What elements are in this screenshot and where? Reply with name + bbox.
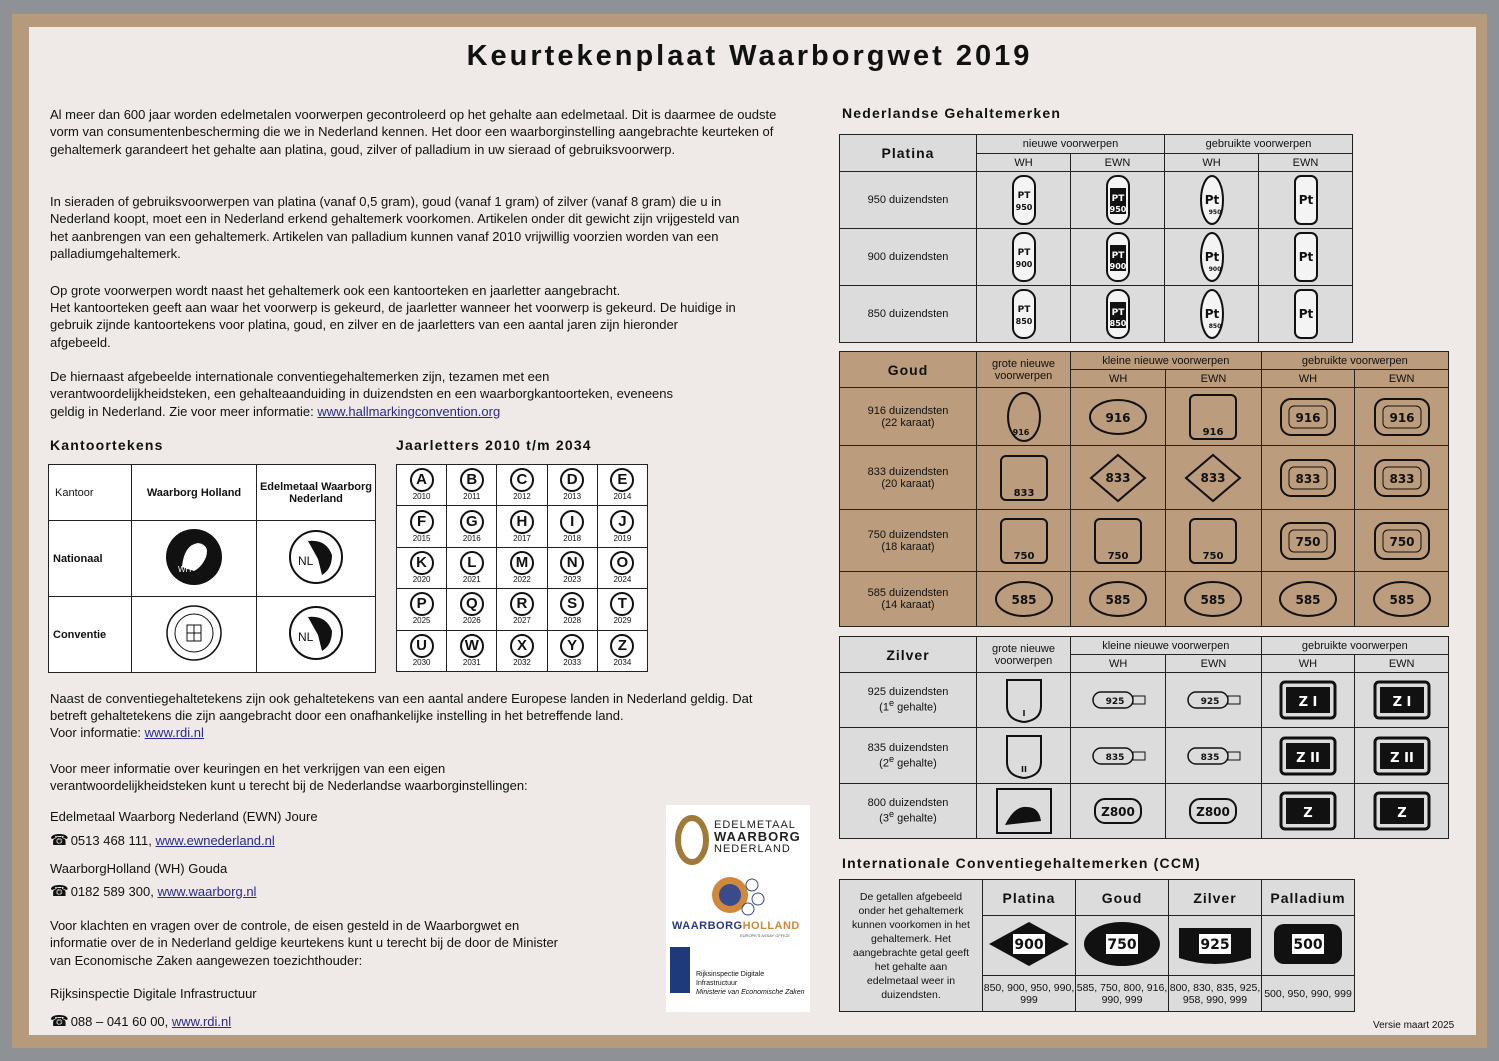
platina-ewn-mark bbox=[1071, 286, 1165, 343]
ccm-zilver-values: 800, 830, 835, 925, 958, 990, 999 bbox=[1169, 976, 1262, 1012]
svg-text:PT: PT bbox=[1111, 308, 1124, 318]
version-label: Versie maart 2025 bbox=[1373, 1020, 1455, 1031]
ewn-logo-text: EDELMETAAL WAARBORG NEDERLAND bbox=[714, 819, 801, 855]
goud-mark bbox=[1071, 388, 1166, 446]
svg-text:900: 900 bbox=[1015, 260, 1032, 269]
jaarletters-table bbox=[396, 464, 648, 672]
zilver-used-ewn-mark bbox=[1355, 673, 1449, 728]
year-number: 2028 bbox=[563, 616, 582, 626]
wh-logo-tagline: EUROPE'S ASSAY OFFICE bbox=[740, 933, 790, 938]
year-number: 2033 bbox=[563, 657, 582, 667]
year-number: 2016 bbox=[462, 533, 481, 543]
wh-national-mark bbox=[132, 521, 257, 597]
year-letter-cell bbox=[397, 630, 447, 671]
year-letter-cell bbox=[447, 630, 497, 671]
year-letter-cell bbox=[397, 506, 447, 547]
year-number: 2020 bbox=[412, 574, 431, 584]
svg-text:950: 950 bbox=[1015, 203, 1032, 212]
year-letter-cell bbox=[447, 547, 497, 588]
svg-text:WH: WH bbox=[178, 565, 192, 574]
year-letter-cell bbox=[597, 465, 647, 506]
svg-text:Z: Z bbox=[1396, 806, 1407, 821]
svg-text:916: 916 bbox=[1105, 410, 1131, 425]
year-letter: F bbox=[410, 510, 434, 534]
rdi-contact-name: Rijksinspectie Digitale Infrastructuur bbox=[50, 986, 257, 1001]
svg-text:916: 916 bbox=[1012, 427, 1029, 437]
svg-text:Pt: Pt bbox=[1204, 193, 1219, 207]
goud-used-wh-col: WH bbox=[1261, 370, 1355, 388]
svg-text:833: 833 bbox=[1013, 487, 1034, 499]
jaarletters-heading: Jaarletters 2010 t/m 2034 bbox=[396, 437, 592, 453]
ccm-table bbox=[839, 879, 1355, 1012]
zilver-used-ewn-mark bbox=[1355, 728, 1449, 784]
zilver-big-header: grote nieuwe voorwerpen bbox=[977, 637, 1071, 673]
year-letter: N bbox=[560, 551, 584, 575]
svg-text:916: 916 bbox=[1203, 426, 1224, 438]
year-letter: B bbox=[460, 468, 484, 492]
zilver-ewn-col: EWN bbox=[1166, 655, 1261, 673]
zilver-wh-mark bbox=[1071, 784, 1166, 839]
svg-text:925: 925 bbox=[1105, 697, 1125, 707]
svg-text:Z I: Z I bbox=[1392, 695, 1412, 710]
platina-new-header: nieuwe voorwerpen bbox=[977, 135, 1165, 154]
year-number: 2031 bbox=[462, 657, 481, 667]
platina-ewn-col: EWN bbox=[1071, 154, 1165, 172]
wh-link[interactable]: www.waarborg.nl bbox=[157, 884, 257, 899]
zilver-row-label: 800 duizendsten (3e gehalte) bbox=[840, 784, 977, 839]
goud-mark bbox=[1355, 446, 1449, 510]
goud-small-header: kleine nieuwe voorwerpen bbox=[1071, 352, 1262, 370]
svg-text:Pt: Pt bbox=[1204, 250, 1219, 264]
row-conventie: Conventie bbox=[49, 597, 132, 673]
year-letter-cell bbox=[547, 630, 597, 671]
svg-text:585: 585 bbox=[1295, 593, 1321, 607]
svg-text:PT: PT bbox=[1017, 191, 1030, 201]
goud-mark bbox=[1355, 388, 1449, 446]
goud-big-header: grote nieuwe voorwerpen bbox=[977, 352, 1071, 388]
svg-text:PT: PT bbox=[1111, 251, 1124, 261]
phone-icon: ☎ bbox=[50, 1013, 69, 1030]
svg-text:850: 850 bbox=[1208, 323, 1221, 330]
svg-text:Z800: Z800 bbox=[1101, 805, 1136, 819]
year-letter-cell bbox=[497, 589, 547, 630]
year-letter-cell bbox=[597, 589, 647, 630]
goud-row-label: 916 duizendsten (22 karaat) bbox=[840, 388, 977, 446]
svg-text:750: 750 bbox=[1389, 534, 1415, 549]
goud-row-label: 585 duizendsten (14 karaat) bbox=[840, 572, 977, 627]
zilver-big-mark bbox=[977, 728, 1071, 784]
platina-wh-mark bbox=[977, 286, 1071, 343]
goud-mark bbox=[1261, 572, 1355, 627]
year-number: 2015 bbox=[412, 533, 431, 543]
ccm-platina-values: 850, 900, 950, 990, 999 bbox=[983, 976, 1076, 1012]
year-letter-cell bbox=[447, 506, 497, 547]
svg-text:900: 900 bbox=[1109, 262, 1126, 271]
zilver-big-mark bbox=[977, 784, 1071, 839]
year-letter-cell bbox=[447, 589, 497, 630]
ccm-heading: Internationale Conventiegehaltemerken (CCM) bbox=[842, 855, 1201, 871]
year-number: 2019 bbox=[613, 533, 632, 543]
svg-text:Z800: Z800 bbox=[1196, 805, 1231, 819]
goud-mark bbox=[977, 572, 1071, 627]
europe-paragraph: Naast de conventiegehaltetekens zijn ook gehaltetekens van een aantal andere Europese landen in Nederland geldig. Dat betreft gehaltetekens die zijn aangebracht door een onafhankelijke instelling in het betreffende land. bbox=[50, 691, 753, 724]
rdi-info-label: Voor informatie: bbox=[50, 725, 142, 740]
convention-text: De hiernaast afgebeelde internationale conventiegehaltemerken zijn, tezamen met een verantwoordelijkheidsteken, een gehalteaanduiding in duizendsten en een waarborgkantoorteken, eveneens geldig in Nederland. Zie voor meer informatie: bbox=[50, 369, 674, 419]
svg-text:II: II bbox=[1020, 764, 1027, 774]
year-number: 2017 bbox=[513, 533, 531, 543]
wh-phone-number: 0182 589 300, bbox=[70, 884, 154, 899]
goud-mark bbox=[1166, 388, 1261, 446]
platina-used-ewn-mark bbox=[1259, 172, 1353, 229]
phone-icon: ☎ bbox=[50, 883, 69, 900]
svg-text:925: 925 bbox=[1200, 937, 1230, 953]
year-letter: M bbox=[510, 551, 534, 575]
convention-paragraph bbox=[50, 368, 690, 420]
svg-text:585: 585 bbox=[1389, 593, 1415, 607]
goud-wh-col: WH bbox=[1071, 370, 1166, 388]
hallmarking-link[interactable]: www.hallmarkingconvention.org bbox=[317, 403, 501, 419]
gehaltemerken-heading: Nederlandse Gehaltemerken bbox=[842, 105, 1062, 121]
ccm-mark bbox=[1076, 916, 1169, 976]
svg-text:Pt: Pt bbox=[1298, 193, 1313, 207]
zilver-label: Zilver bbox=[840, 637, 977, 673]
year-letter-cell bbox=[597, 630, 647, 671]
goud-mark bbox=[1166, 446, 1261, 510]
goud-mark bbox=[1261, 510, 1355, 572]
svg-text:NL: NL bbox=[298, 554, 314, 568]
complaints-paragraph: Voor klachten en vragen over de controle, de eisen gesteld in de Waarborgwet en informatie over de in Nederland geldige keurtekens kunt u terecht bij de door de Minister van Economische Zaken aangewezen toezichthouder: bbox=[50, 918, 559, 968]
wh-contact-phone bbox=[50, 882, 256, 900]
rdi-phone-number: 088 – 041 60 00, bbox=[70, 1014, 169, 1029]
year-number: 2013 bbox=[563, 492, 582, 502]
goud-mark bbox=[977, 446, 1071, 510]
svg-text:Z II: Z II bbox=[1389, 750, 1414, 766]
goud-mark bbox=[977, 510, 1071, 572]
platina-used-wh-mark bbox=[1165, 172, 1259, 229]
year-number: 2022 bbox=[513, 574, 531, 584]
zilver-used-header: gebruikte voorwerpen bbox=[1261, 637, 1448, 655]
year-letter: O bbox=[610, 551, 634, 575]
year-letter: C bbox=[510, 468, 534, 492]
logos-panel bbox=[666, 805, 810, 1012]
zilver-wh-mark bbox=[1071, 673, 1166, 728]
svg-text:900: 900 bbox=[1014, 937, 1044, 953]
svg-text:750: 750 bbox=[1203, 550, 1224, 562]
svg-text:900: 900 bbox=[1208, 266, 1221, 273]
ccm-mark bbox=[983, 916, 1076, 976]
goud-label: Goud bbox=[840, 352, 977, 388]
goud-ewn-col: EWN bbox=[1166, 370, 1261, 388]
year-letter-cell bbox=[547, 589, 597, 630]
rdi-link[interactable]: www.rdi.nl bbox=[144, 725, 204, 740]
year-number: 2014 bbox=[613, 492, 632, 502]
year-letter: K bbox=[410, 551, 434, 575]
kantoortekens-heading: Kantoortekens bbox=[50, 437, 164, 453]
svg-text:Z I: Z I bbox=[1298, 695, 1318, 710]
col-ewn: Edelmetaal Waarborg Nederland bbox=[257, 465, 376, 521]
year-letter: I bbox=[560, 510, 584, 534]
year-number: 2034 bbox=[613, 657, 632, 667]
phone-icon: ☎ bbox=[50, 832, 69, 849]
wh-logo-text: WAARBORGHOLLAND bbox=[672, 920, 800, 932]
zilver-used-ewn-mark bbox=[1355, 784, 1449, 839]
platina-wh-col: WH bbox=[977, 154, 1071, 172]
zilver-row-label: 835 duizendsten (2e gehalte) bbox=[840, 728, 977, 784]
year-letter: Y bbox=[560, 634, 584, 658]
zilver-big-mark bbox=[977, 673, 1071, 728]
platina-label: Platina bbox=[840, 135, 977, 172]
goud-mark bbox=[1355, 572, 1449, 627]
goud-mark bbox=[1071, 446, 1166, 510]
year-letter-cell bbox=[447, 465, 497, 506]
row-nationaal: Nationaal bbox=[49, 521, 132, 597]
year-letter-cell bbox=[547, 547, 597, 588]
svg-text:500: 500 bbox=[1293, 937, 1323, 953]
ewn-convention-mark bbox=[257, 597, 376, 673]
svg-text:I: I bbox=[1022, 709, 1025, 718]
platina-row-label: 900 duizendsten bbox=[840, 229, 977, 286]
year-letter-cell bbox=[597, 506, 647, 547]
svg-text:NL: NL bbox=[298, 630, 314, 644]
zilver-small-header: kleine nieuwe voorwerpen bbox=[1071, 637, 1262, 655]
year-number: 2024 bbox=[613, 574, 632, 584]
svg-text:Pt: Pt bbox=[1204, 307, 1219, 321]
year-letter: Z bbox=[610, 634, 634, 658]
goud-mark bbox=[1071, 572, 1166, 627]
platina-wh-mark bbox=[977, 172, 1071, 229]
year-number: 2023 bbox=[563, 574, 582, 584]
svg-text:833: 833 bbox=[1389, 471, 1415, 486]
svg-text:750: 750 bbox=[1107, 937, 1137, 953]
platina-ewn-mark bbox=[1071, 229, 1165, 286]
platina-used-ewn-col: EWN bbox=[1259, 154, 1353, 172]
platina-used-wh-mark bbox=[1165, 286, 1259, 343]
svg-text:585: 585 bbox=[1010, 593, 1037, 607]
year-letter: H bbox=[510, 510, 534, 534]
wh-logo-emblem bbox=[710, 875, 766, 924]
svg-text:916: 916 bbox=[1295, 410, 1321, 425]
year-letter-cell bbox=[497, 465, 547, 506]
svg-text:Z: Z bbox=[1303, 806, 1313, 821]
wh-convention-mark bbox=[132, 597, 257, 673]
goud-mark bbox=[1261, 446, 1355, 510]
year-number: 2032 bbox=[513, 657, 531, 667]
year-number: 2018 bbox=[563, 533, 582, 543]
svg-text:833: 833 bbox=[1200, 470, 1226, 485]
page-title: Keurtekenplaat Waarborgwet 2019 bbox=[466, 40, 1033, 72]
year-letter: Q bbox=[460, 592, 484, 616]
platina-used-ewn-mark bbox=[1259, 286, 1353, 343]
svg-text:585: 585 bbox=[1200, 593, 1226, 607]
year-letter: J bbox=[610, 510, 634, 534]
weights-paragraph: In sieraden of gebruiksvoorwerpen van platina (vanaf 0,5 gram), goud (vanaf 1 gram) of zilver (vanaf 8 gram) die u in Nederland koopt, moet een in Nederland erkend gehaltemerk voorkomen. Artikelen onder dit gewicht zijn vrijgesteld van het aanbrengen van een gehaltemerk. Artikelen van palladium kunnen vanaf 2010 vrijwillig voorzien worden van een palladiumgehaltemerk. bbox=[50, 194, 740, 261]
goud-mark bbox=[1166, 572, 1261, 627]
platina-used-header: gebruikte voorwerpen bbox=[1165, 135, 1353, 154]
year-number: 2011 bbox=[463, 492, 481, 502]
ccm-goud-values: 585, 750, 800, 916, 990, 999 bbox=[1076, 976, 1169, 1012]
year-letter: A bbox=[410, 468, 434, 492]
year-letter-cell bbox=[547, 465, 597, 506]
rijks-logo-bar bbox=[670, 947, 690, 993]
goud-mark bbox=[1261, 388, 1355, 446]
svg-text:850: 850 bbox=[1015, 317, 1032, 326]
year-letter: T bbox=[610, 592, 634, 616]
ccm-palladium-values: 500, 950, 990, 999 bbox=[1262, 976, 1355, 1012]
year-letter-cell bbox=[397, 589, 447, 630]
svg-text:950: 950 bbox=[1208, 209, 1221, 216]
svg-text:PT: PT bbox=[1111, 194, 1124, 204]
ewn-logo bbox=[674, 815, 710, 870]
year-letter: E bbox=[610, 468, 634, 492]
wh-contact-name: WaarborgHolland (WH) Gouda bbox=[50, 861, 228, 876]
year-number: 2029 bbox=[613, 616, 632, 626]
ccm-col-zilver: Zilver bbox=[1169, 880, 1262, 916]
year-letter-cell bbox=[547, 506, 597, 547]
svg-text:585: 585 bbox=[1105, 593, 1131, 607]
ewn-contact-phone bbox=[50, 831, 275, 849]
zilver-row-label: 925 duizendsten (1e gehalte) bbox=[840, 673, 977, 728]
ccm-mark bbox=[1169, 916, 1262, 976]
platina-row-label: 850 duizendsten bbox=[840, 286, 977, 343]
ewn-national-mark bbox=[257, 521, 376, 597]
svg-text:833: 833 bbox=[1295, 471, 1321, 486]
intro-paragraph: Al meer dan 600 jaar worden edelmetalen voorwerpen gecontroleerd op het gehalte aan edelmetaal. Dit is daarmee de oudste vorm van consumentenbescherming die we in Nederland kennen. Het door een waarborginstelling aangebrachte keurteken of gehaltemerk garandeert het gehalte aan platina, goud, zilver of palladium in uw sieraad of gebruiksvoorwerp. bbox=[50, 107, 777, 157]
goud-used-ewn-col: EWN bbox=[1355, 370, 1449, 388]
ewn-contact-name: Edelmetaal Waarborg Nederland (EWN) Joure bbox=[50, 809, 318, 824]
svg-text:Z II: Z II bbox=[1296, 750, 1320, 766]
more-info-paragraph: Voor meer informatie over keuringen en het verkrijgen van een eigen verantwoordelijkheidsteken kunt u terecht bij de Nederlandse waarborginstellingen: bbox=[50, 761, 528, 794]
ccm-col-palladium: Palladium bbox=[1262, 880, 1355, 916]
rdi-link-2[interactable]: www.rdi.nl bbox=[171, 1014, 232, 1029]
year-number: 2021 bbox=[462, 574, 481, 584]
svg-text:833: 833 bbox=[1105, 470, 1131, 485]
zilver-ewn-mark bbox=[1166, 673, 1261, 728]
svg-text:PT: PT bbox=[1017, 305, 1030, 315]
year-letter: G bbox=[460, 510, 484, 534]
office-explain-paragraph: Het kantoorteken geeft aan waar het voorwerp is gekeurd, de jaarletter wanneer het voorwerp is gekeurd. De huidige in gebruik zijnde kantoortekens voor platina, goud, en zilver en de jaarletters van een aantal jaren zijn hieronder afgebeeld. bbox=[50, 300, 736, 350]
zilver-table bbox=[839, 636, 1449, 839]
platina-used-wh-col: WH bbox=[1165, 154, 1259, 172]
goud-row-label: 750 duizendsten (18 karaat) bbox=[840, 510, 977, 572]
year-letter: P bbox=[410, 592, 434, 616]
year-number: 2030 bbox=[412, 657, 431, 667]
svg-text:Pt: Pt bbox=[1298, 250, 1313, 264]
year-letter-cell bbox=[497, 506, 547, 547]
platina-used-ewn-mark bbox=[1259, 229, 1353, 286]
svg-text:925: 925 bbox=[1201, 697, 1220, 707]
office-mark-paragraph: Op grote voorwerpen wordt naast het gehaltemerk ook een kantoorteken en jaarletter aangebracht. bbox=[50, 283, 621, 298]
year-letter: R bbox=[510, 592, 534, 616]
rdi-info bbox=[50, 724, 780, 741]
ccm-col-goud: Goud bbox=[1076, 880, 1169, 916]
svg-text:950: 950 bbox=[1109, 205, 1126, 214]
year-letter: U bbox=[410, 634, 434, 658]
rdi-contact-phone bbox=[50, 1012, 231, 1030]
svg-text:750: 750 bbox=[1295, 534, 1321, 549]
year-number: 2012 bbox=[513, 492, 531, 502]
svg-text:750: 750 bbox=[1013, 550, 1034, 562]
svg-text:Pt: Pt bbox=[1298, 307, 1313, 321]
goud-mark bbox=[1355, 510, 1449, 572]
ewn-phone-number: 0513 468 111, bbox=[70, 833, 152, 848]
year-letter: W bbox=[460, 634, 484, 658]
zilver-ewn-mark bbox=[1166, 728, 1261, 784]
col-kantoor: Kantoor bbox=[49, 465, 132, 521]
zilver-used-ewn-col: EWN bbox=[1355, 655, 1449, 673]
ccm-col-platina: Platina bbox=[983, 880, 1076, 916]
kantoortekens-table bbox=[48, 464, 376, 673]
year-letter: D bbox=[560, 468, 584, 492]
year-letter: X bbox=[510, 634, 534, 658]
platina-table bbox=[839, 134, 1353, 343]
year-number: 2027 bbox=[513, 616, 531, 626]
year-number: 2010 bbox=[412, 492, 431, 502]
svg-text:850: 850 bbox=[1109, 319, 1126, 328]
year-number: 2026 bbox=[462, 616, 481, 626]
ewn-link[interactable]: www.ewnederland.nl bbox=[155, 833, 275, 848]
year-number: 2025 bbox=[412, 616, 431, 626]
zilver-wh-mark bbox=[1071, 728, 1166, 784]
zilver-used-wh-mark bbox=[1261, 728, 1355, 784]
platina-used-wh-mark bbox=[1165, 229, 1259, 286]
rdi-logo-text: Rijksinspectie Digitale Infrastructuur Ministerie van Economische Zaken bbox=[696, 971, 805, 996]
zilver-used-wh-mark bbox=[1261, 784, 1355, 839]
goud-table bbox=[839, 351, 1449, 627]
goud-row-label: 833 duizendsten (20 karaat) bbox=[840, 446, 977, 510]
year-letter: S bbox=[560, 592, 584, 616]
year-letter-cell bbox=[497, 547, 547, 588]
zilver-used-wh-col: WH bbox=[1261, 655, 1355, 673]
svg-text:916: 916 bbox=[1389, 410, 1415, 425]
ccm-mark bbox=[1262, 916, 1355, 976]
svg-text:835: 835 bbox=[1105, 752, 1125, 763]
ccm-description: De getallen afgebeeld onder het gehaltemerk kunnen voorkomen in het gehaltemerk. Het aangebrachte getal geeft het gehalte aan edelmetaal weer in duizendsten. bbox=[840, 880, 983, 1012]
goud-mark bbox=[1166, 510, 1261, 572]
goud-used-header: gebruikte voorwerpen bbox=[1261, 352, 1448, 370]
goud-mark bbox=[977, 388, 1071, 446]
platina-ewn-mark bbox=[1071, 172, 1165, 229]
year-letter-cell bbox=[597, 547, 647, 588]
svg-text:750: 750 bbox=[1107, 550, 1129, 562]
svg-text:835: 835 bbox=[1201, 752, 1220, 763]
zilver-wh-col: WH bbox=[1071, 655, 1166, 673]
year-letter: L bbox=[460, 551, 484, 575]
year-letter-cell bbox=[497, 630, 547, 671]
zilver-ewn-mark bbox=[1166, 784, 1261, 839]
svg-text:PT: PT bbox=[1017, 248, 1030, 258]
platina-row-label: 950 duizendsten bbox=[840, 172, 977, 229]
year-letter-cell bbox=[397, 547, 447, 588]
platina-wh-mark bbox=[977, 229, 1071, 286]
col-wh: Waarborg Holland bbox=[132, 465, 257, 521]
goud-mark bbox=[1071, 510, 1166, 572]
year-letter-cell bbox=[397, 465, 447, 506]
zilver-used-wh-mark bbox=[1261, 673, 1355, 728]
